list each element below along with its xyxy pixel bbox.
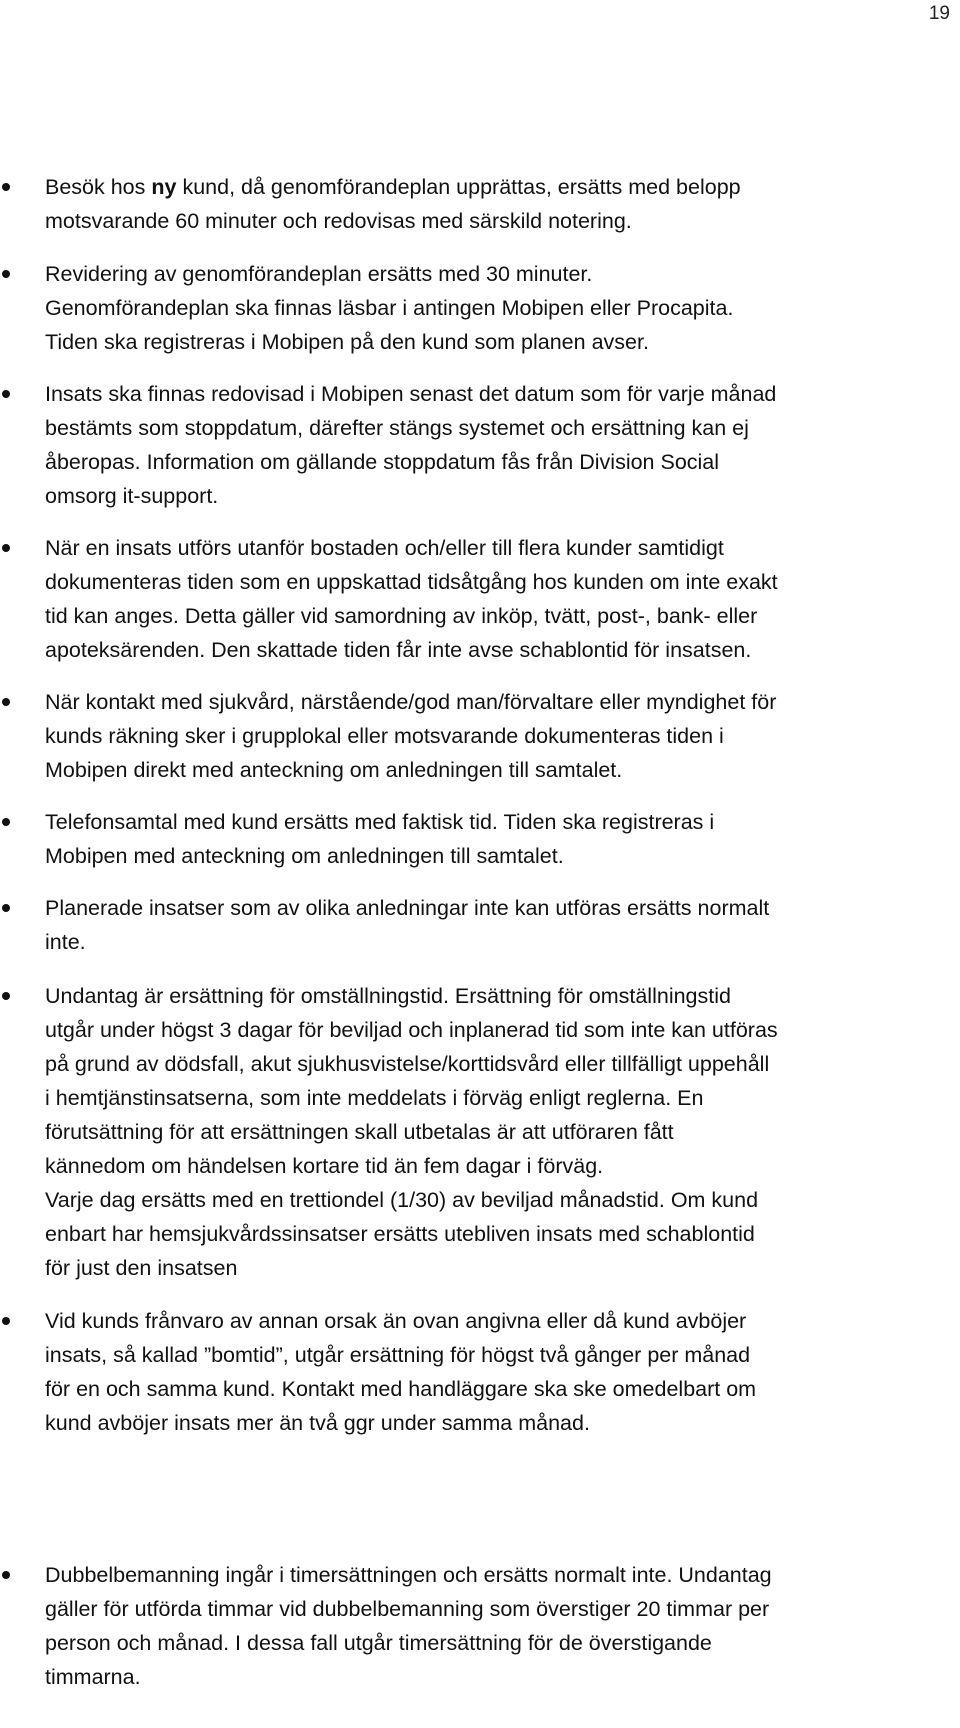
text-line: åberopas. Information om gällande stoppdatum fås från Division Social — [45, 450, 720, 474]
text-line: gäller för utförda timmar vid dubbelbemanning som överstiger 20 timmar per — [45, 1597, 770, 1621]
text-line: motsvarande 60 minuter och redovisas med särskild notering. — [45, 209, 632, 233]
bullet-icon — [2, 390, 10, 398]
text-line: Mobipen direkt med anteckning om anledningen till samtalet. — [45, 758, 623, 782]
text-line: Insats ska finnas redovisad i Mobipen senast det datum som för varje månad — [45, 382, 777, 406]
text-line: Dubbelbemanning ingår i timersättningen och ersätts normalt inte. Undantag — [45, 1563, 772, 1587]
list-item-text — [45, 685, 960, 787]
page-number: 19 — [928, 3, 950, 24]
text-line: bestämts som stoppdatum, därefter stängs systemet och ersättning kan ej — [45, 416, 749, 440]
text-line: dokumenteras tiden som en uppskattad tidsåtgång hos kunden om inte exakt — [45, 570, 778, 594]
text-line: förutsättning för att ersättningen skall utbetalas är att utföraren fått — [45, 1120, 674, 1144]
text-line: kunds räkning sker i grupplokal eller motsvarande dokumenteras tiden i — [45, 724, 724, 748]
text-segment: Besök hos — [45, 175, 152, 199]
text-line: kund avböjer insats mer än två ggr under samma månad. — [45, 1411, 590, 1435]
text-line: tid kan anges. Detta gäller vid samordning av inköp, tvätt, post-, bank- eller — [45, 604, 758, 628]
bullet-icon — [2, 1571, 10, 1579]
text-line — [45, 170, 960, 204]
text-line: på grund av dödsfall, akut sjukhusvistelse/korttidsvård eller tillfälligt uppehåll — [45, 1052, 770, 1076]
list-item-text — [45, 805, 960, 873]
text-line: Revidering av genomförandeplan ersätts med 30 minuter. — [45, 262, 593, 286]
text-line: för just den insatsen — [45, 1256, 238, 1280]
list-item-text — [45, 891, 960, 959]
text-line: inte. — [45, 930, 86, 954]
emphasis-text: ny — [151, 175, 177, 199]
list-item-text — [45, 1304, 960, 1440]
bullet-icon — [2, 183, 10, 191]
text-line: Planerade insatser som av olika anledningar inte kan utföras ersätts normalt — [45, 896, 770, 920]
list-item-text — [45, 257, 960, 359]
text-line: Varje dag ersätts med en trettiondel (1/30) av beviljad månadstid. Om kund — [45, 1188, 759, 1212]
text-line: När kontakt med sjukvård, närstående/god man/förvaltare eller myndighet för — [45, 690, 777, 714]
list-item-text — [45, 170, 960, 238]
list-item-text — [45, 531, 960, 667]
text-line: timmarna. — [45, 1665, 141, 1689]
list-item-text — [45, 1558, 960, 1694]
bullet-icon — [2, 904, 10, 912]
text-line: När en insats utförs utanför bostaden och/eller till flera kunder samtidigt — [45, 536, 724, 560]
text-line: för en och samma kund. Kontakt med handläggare ska ske omedelbart om — [45, 1377, 757, 1401]
bullet-icon — [2, 270, 10, 278]
text-line: insats, så kallad ”bomtid”, utgår ersättning för högst två gånger per månad — [45, 1343, 751, 1367]
text-line: person och månad. I dessa fall utgår timersättning för de överstigande — [45, 1631, 712, 1655]
bullet-icon — [2, 544, 10, 552]
bullet-icon — [2, 992, 10, 1000]
text-line: Tiden ska registreras i Mobipen på den kund som planen avser. — [45, 330, 649, 354]
text-line: omsorg it-support. — [45, 484, 219, 508]
text-line: i hemtjänstinsatserna, som inte meddelats i förväg enligt reglerna. En — [45, 1086, 704, 1110]
text-line: Mobipen med anteckning om anledningen till samtalet. — [45, 844, 564, 868]
text-line: apoteksärenden. Den skattade tiden får inte avse schablontid för insatsen. — [45, 638, 752, 662]
bullet-icon — [2, 698, 10, 706]
text-line: Telefonsamtal med kund ersätts med faktisk tid. Tiden ska registreras i — [45, 810, 715, 834]
text-line: Undantag är ersättning för omställningstid. Ersättning för omställningstid — [45, 984, 731, 1008]
text-line: utgår under högst 3 dagar för beviljad och inplanerad tid som inte kan utföras — [45, 1018, 778, 1042]
text-line: kännedom om händelsen kortare tid än fem dagar i förväg. — [45, 1154, 604, 1178]
bullet-icon — [2, 1317, 10, 1325]
text-line: Vid kunds frånvaro av annan orsak än ovan angivna eller då kund avböjer — [45, 1309, 747, 1333]
text-line: enbart har hemsjukvårdssinsatser ersätts utebliven insats med schablontid — [45, 1222, 755, 1246]
list-item-text — [45, 979, 960, 1285]
text-segment: kund, då genomförandeplan upprättas, ersätts med belopp — [176, 175, 741, 199]
bullet-icon — [2, 818, 10, 826]
list-item-text — [45, 377, 960, 513]
text-line: Genomförandeplan ska finnas läsbar i antingen Mobipen eller Procapita. — [45, 296, 734, 320]
